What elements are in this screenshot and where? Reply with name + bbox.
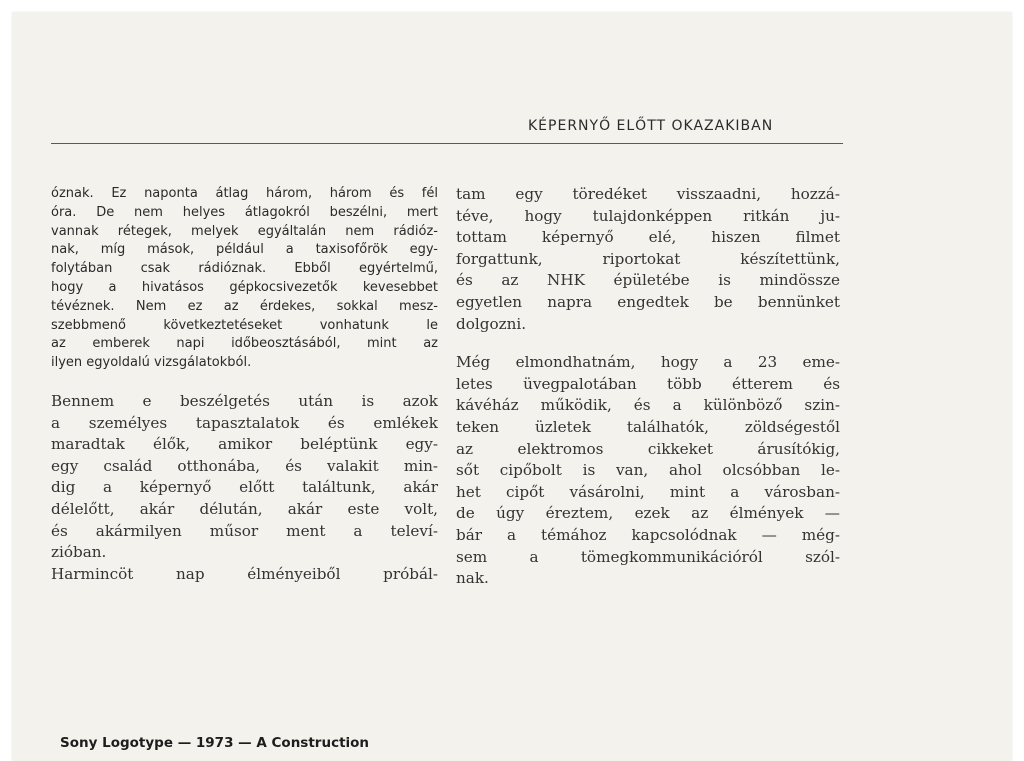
left-serif-paragraph-2	[51, 564, 438, 586]
text-line: de úgy éreztem, ezek az élmények —	[456, 504, 840, 523]
left-column	[51, 185, 438, 585]
text-line: Még elmondhatnám, hogy a 23 eme-	[456, 353, 840, 372]
text-line: az elektromos cikkeket árusítókig,	[456, 439, 840, 458]
text-line: Bennem e beszélgetés után is azok	[51, 391, 438, 410]
header-rule	[51, 143, 843, 144]
text-line: Harmincöt nap élményeiből próbál-	[51, 564, 438, 583]
text-line: a személyes tapasztalatok és emlékek	[51, 413, 438, 432]
text-line: sem a tömegkommunikációról szól-	[456, 547, 840, 566]
text-line: teken üzletek találhatók, zöldségestől	[456, 417, 840, 436]
text-line: kávéház működik, és a különböző szin-	[456, 396, 840, 415]
text-line: hogy a hivatásos gépkocsivezetők kevesebbet	[51, 279, 438, 295]
text-line: óznak. Ez naponta átlag három, három és fél	[51, 186, 438, 201]
text-line: sőt cipőbolt is van, ahol olcsóbban le-	[456, 461, 840, 480]
text-line: és az NHK épületébe is mindössze	[456, 271, 840, 290]
scanned-page	[12, 12, 1012, 761]
text-line: bár a témához kapcsolódnak — még-	[456, 525, 840, 544]
text-line: het cipőt vásárolni, mint a városban-	[456, 482, 840, 501]
text-line: zióban.	[51, 543, 107, 562]
text-line: nak, míg mások, például a taxisofőrök egy-	[51, 242, 438, 258]
text-line: nak.	[456, 569, 489, 588]
text-line: tam egy töredéket visszaadni, hozzá-	[456, 185, 840, 203]
text-line: egy család otthonába, és valakit min-	[51, 456, 438, 475]
left-sans-paragraph	[51, 185, 438, 373]
text-line: és akármilyen műsor ment a televí-	[51, 521, 438, 540]
text-line: téve, hogy tulajdonképpen ritkán ju-	[456, 206, 840, 225]
text-line: dolgozni.	[456, 314, 527, 333]
text-line: maradtak élők, amikor beléptünk egy-	[51, 435, 438, 454]
text-line: dig a képernyő előtt találtunk, akár	[51, 478, 438, 497]
text-line: ilyen egyoldalú vizsgálatokból.	[51, 355, 252, 371]
text-line: az emberek napi időbeosztásából, mint az	[51, 336, 438, 352]
text-line: óra. De nem helyes átlagokról beszélni, mert	[51, 204, 438, 220]
text-line: tottam képernyő elé, hiszen filmet	[456, 228, 840, 247]
text-line: délelőtt, akár délután, akár este volt,	[51, 499, 438, 518]
text-line: forgattunk, riportokat készítettünk,	[456, 249, 840, 268]
left-serif-paragraph	[51, 391, 438, 564]
text-line: vannak rétegek, melyek egyáltalán nem rádióz-	[51, 223, 438, 239]
footer-caption: Sony Logotype — 1973 — A Construction	[60, 735, 370, 751]
text-line: egyetlen napra engedtek be bennünket	[456, 292, 840, 311]
right-column	[456, 184, 840, 590]
text-line: folytában csak rádióznak. Ebből egyértelmű,	[51, 261, 438, 277]
right-paragraph-2	[456, 352, 840, 590]
right-paragraph-1	[456, 184, 840, 335]
text-line: tévéznek. Nem ez az érdekes, sokkal mesz-	[51, 298, 438, 314]
running-head: KÉPERNYŐ ELŐTT OKAZAKIBAN	[528, 118, 774, 134]
text-line: szebbmenő következtetéseket vonhatunk le	[51, 317, 438, 333]
text-line: letes üvegpalotában több étterem és	[456, 374, 840, 393]
